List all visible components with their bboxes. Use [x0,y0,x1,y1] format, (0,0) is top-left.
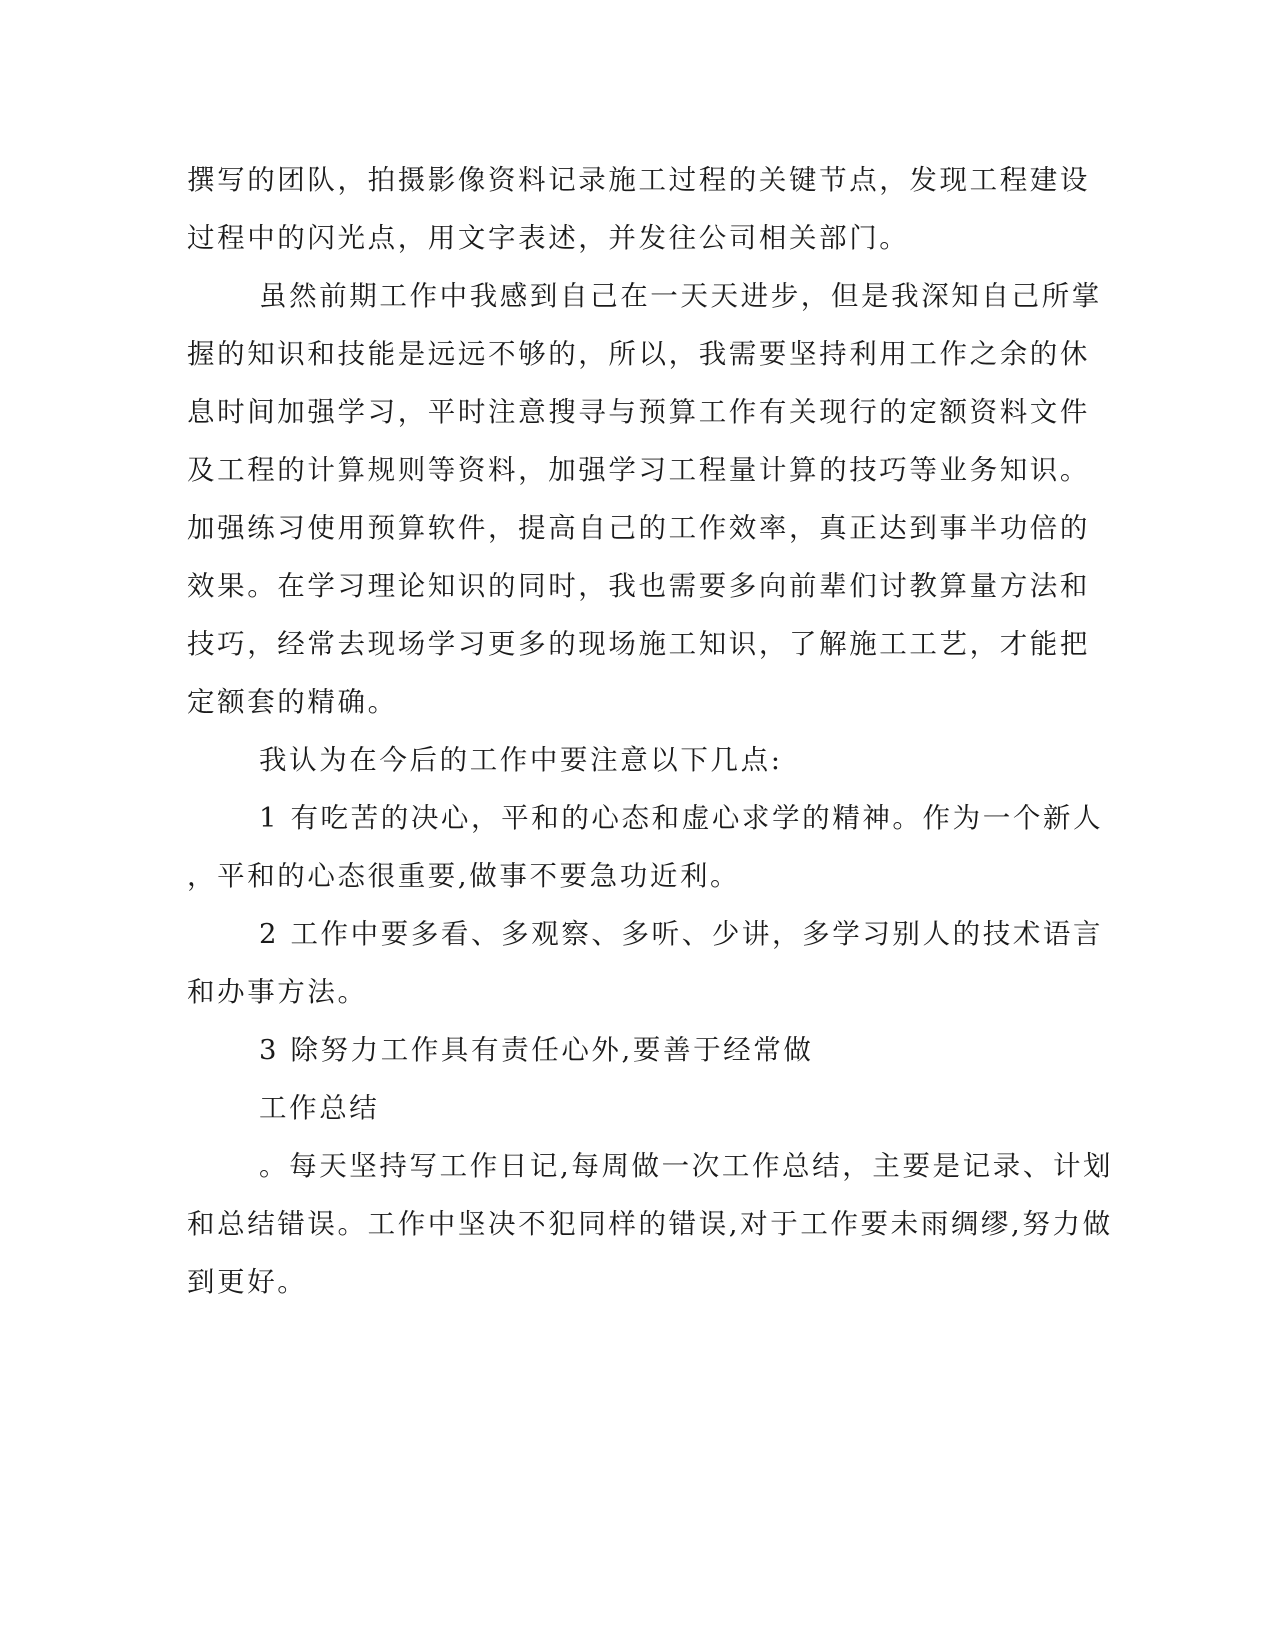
text-line: 撰写的团队，拍摄影像资料记录施工过程的关键节点，发现工程建设 [187,164,1090,196]
text-line: 和总结错误。工作中坚决不犯同样的错误,对于工作要未雨绸缪,努力做 [187,1208,1113,1240]
paragraph-start-line: 虽然前期工作中我感到自己在一天天进步，但是我深知自己所掌 [259,280,1102,312]
text-line: 及工程的计算规则等资料，加强学习工程量计算的技巧等业务知识。 [187,454,1090,486]
list-item-2: 2 工作中要多看、多观察、多听、少讲，多学习别人的技术语言 [259,918,1104,950]
paragraph-start-line: 工作总结 [259,1092,380,1124]
text-line: 握的知识和技能是远远不够的，所以，我需要坚持利用工作之余的休 [187,338,1090,370]
text-line: 过程中的闪光点，用文字表述，并发往公司相关部门。 [187,222,910,254]
text-line: 息时间加强学习，平时注意搜寻与预算工作有关现行的定额资料文件 [187,396,1090,428]
text-line: 加强练习使用预算软件，提高自己的工作效率，真正达到事半功倍的 [187,512,1090,544]
text-line: 技巧，经常去现场学习更多的现场施工知识，了解施工工艺，才能把 [187,628,1090,660]
list-item-1: 1 有吃苦的决心，平和的心态和虚心求学的精神。作为一个新人 [259,802,1104,834]
paragraph-start-line: 我认为在今后的工作中要注意以下几点: [259,744,783,776]
text-line: 到更好。 [187,1266,308,1298]
text-line: ，平和的心态很重要,做事不要急功近利。 [187,860,741,892]
text-line: 定额套的精确。 [187,686,398,718]
paragraph-start-line: 。每天坚持写工作日记,每周做一次工作总结，主要是记录、计划 [259,1150,1114,1182]
text-line: 效果。在学习理论知识的同时，我也需要多向前辈们讨教算量方法和 [187,570,1090,602]
list-item-3: 3 除努力工作具有责任心外,要善于经常做 [259,1034,814,1066]
text-line: 和办事方法。 [187,976,368,1008]
